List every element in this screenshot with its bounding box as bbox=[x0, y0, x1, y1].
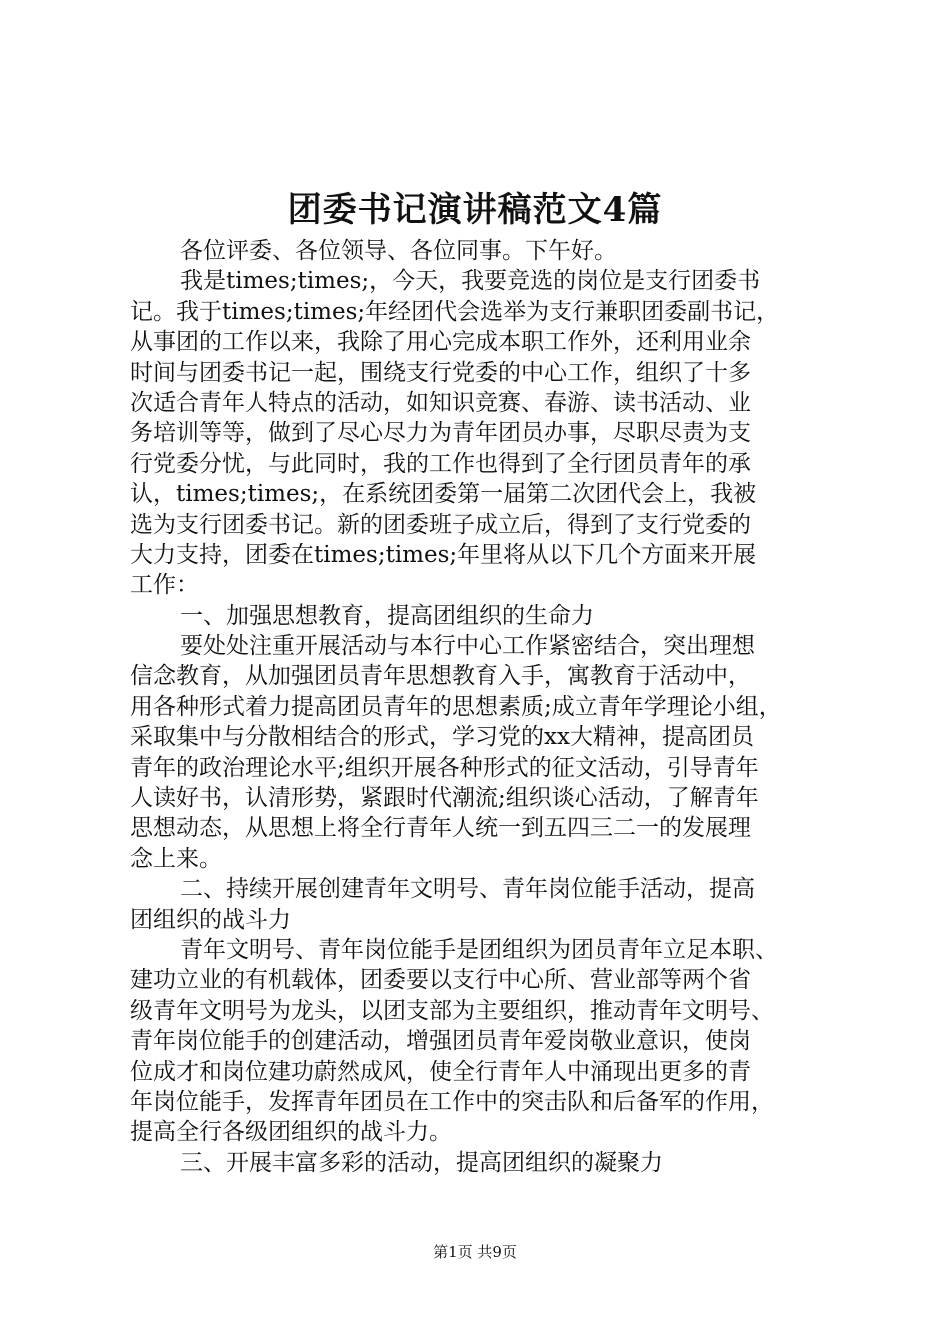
text-line: 思想动态，从思想上将全行青年人统一到五四三二一的发展理 bbox=[130, 815, 751, 842]
section-heading: 团组织的战斗力 bbox=[130, 906, 291, 933]
document-body bbox=[130, 236, 842, 1178]
text-line: 信念教育，从加强团员青年思想教育入手，寓教育于活动中， bbox=[130, 663, 751, 690]
text-line: 从事团的工作以来，我除了用心完成本职工作外，还利用业余 bbox=[130, 329, 751, 356]
text-line: 年岗位能手，发挥青年团员在工作中的突击队和后备军的作用， bbox=[130, 1088, 774, 1115]
text-line: 大力支持，团委在times;times;年里将从以下几个方面来开展 bbox=[130, 541, 757, 568]
text-line: 各位评委、各位领导、各位同事。下午好。 bbox=[180, 238, 617, 264]
text-line: 工作： bbox=[130, 572, 199, 599]
text-line: 时间与团委书记一起，围绕支行党委的中心工作，组织了十多 bbox=[130, 359, 751, 386]
page-footer: 第1页 共9页 bbox=[433, 1243, 517, 1261]
text-line: 建功立业的有机载体，团委要以支行中心所、营业部等两个省 bbox=[130, 967, 751, 994]
text-line: 青年岗位能手的创建活动，增强团员青年爱岗敬业意识，使岗 bbox=[130, 1028, 751, 1055]
text-line: 行党委分忧，与此同时，我的工作也得到了全行团员青年的承 bbox=[130, 450, 751, 477]
section-heading: 二、持续开展创建青年文明号、青年岗位能手活动，提高 bbox=[180, 876, 755, 903]
text-line: 位成才和岗位建功蔚然成风，使全行青年人中涌现出更多的青 bbox=[130, 1058, 751, 1085]
text-line: 用各种形式着力提高团员青年的思想素质;成立青年学理论小组， bbox=[130, 693, 782, 720]
text-line: 级青年文明号为龙头，以团支部为主要组织，推动青年文明号、 bbox=[130, 997, 774, 1024]
text-line: 选为支行团委书记。新的团委班子成立后，得到了支行党委的 bbox=[130, 511, 751, 538]
text-line: 我是times;times;，今天，我要竞选的岗位是支行团委书 bbox=[180, 268, 761, 295]
text-line: 次适合青年人特点的活动，如知识竞赛、春游、读书活动、业 bbox=[130, 389, 751, 416]
document-title: 团委书记演讲稿范文4篇 bbox=[287, 190, 663, 230]
section-heading: 三、开展丰富多彩的活动，提高团组织的凝聚力 bbox=[180, 1149, 663, 1176]
text-line: 认，times;times;，在系统团委第一届第二次团代会上，我被 bbox=[130, 481, 757, 508]
text-line: 青年文明号、青年岗位能手是团组织为团员青年立足本职、 bbox=[180, 936, 778, 963]
text-line: 务培训等等，做到了尽心尽力为青年团员办事，尽职尽责为支 bbox=[130, 420, 751, 447]
text-line: 记。我于times;times;年经团代会选举为支行兼职团委副书记， bbox=[130, 298, 780, 325]
text-line: 念上来。 bbox=[130, 845, 222, 872]
text-line: 采取集中与分散相结合的形式，学习党的xx大精神，提高团员 bbox=[130, 724, 754, 751]
text-line: 要处处注重开展活动与本行中心工作紧密结合，突出理想 bbox=[180, 633, 755, 660]
section-heading: 一、加强思想教育，提高团组织的生命力 bbox=[180, 602, 594, 629]
text-line: 人读好书，认清形势，紧跟时代潮流;组织谈心活动，了解青年 bbox=[130, 785, 759, 812]
text-line: 提高全行各级团组织的战斗力。 bbox=[130, 1119, 452, 1146]
text-line: 青年的政治理论水平;组织开展各种形式的征文活动，引导青年 bbox=[130, 754, 759, 781]
